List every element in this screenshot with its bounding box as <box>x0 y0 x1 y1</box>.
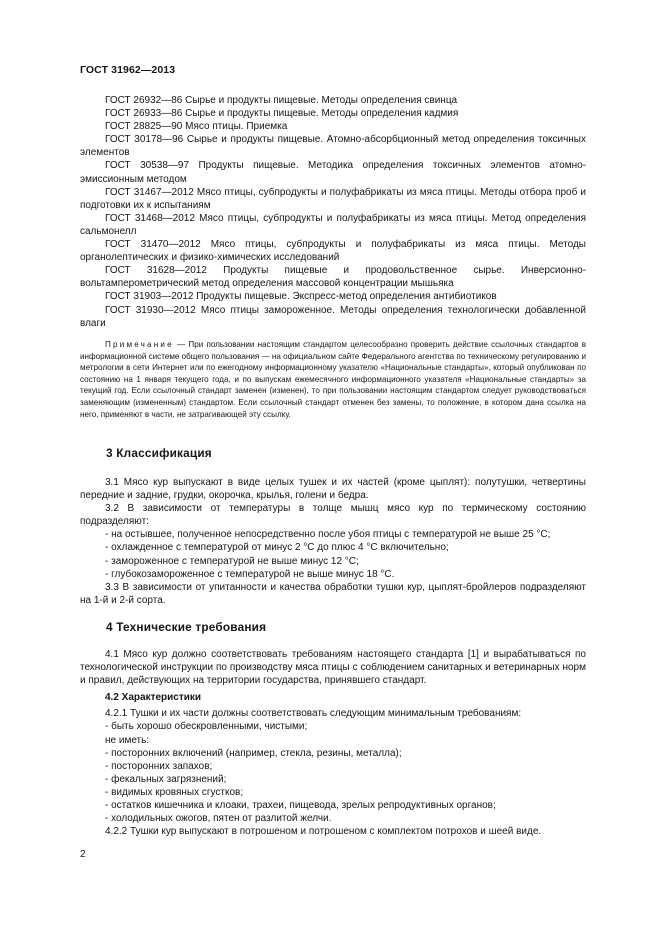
paragraph-3-3: 3.3 В зависимости от упитанности и качества обработки тушки кур, цыплят-бройлеров подразделяют на 1-й и 2-й сорта. <box>80 581 586 606</box>
page-number: 2 <box>80 849 86 860</box>
reference-item: ГОСТ 28825—90 Мясо птицы. Приемка <box>105 121 288 133</box>
section-3-body <box>80 476 586 607</box>
paragraph-3-1: 3.1 Мясо кур выпускают в виде целых тушек и их частей (кроме цыплят): полутушки, четвертины передние и задние, грудки, окорочка, крылья, голени и бедра. <box>80 477 586 502</box>
note-paragraph <box>80 339 586 420</box>
not-have-label: не иметь: <box>105 734 150 746</box>
list-item: - на остывшее, полученное непосредственно после убоя птицы с температурой не выше 25 °С; <box>105 529 551 541</box>
list-item: - быть хорошо обескровленными, чистыми; <box>105 721 308 733</box>
document-code-header: ГОСТ 31962—2013 <box>80 64 176 76</box>
reference-item: ГОСТ 26932—86 Сырье и продукты пищевые. Методы определения свинца <box>105 95 458 106</box>
reference-item: ГОСТ 31903—2012 Продукты пищевые. Экспресс-метод определения антибиотиков <box>105 291 497 303</box>
list-item: - замороженное с температурой не выше минус 12 °С; <box>105 555 359 567</box>
list-item: - посторонних включений (например, стекла, резины, металла); <box>105 747 402 759</box>
reference-item: ГОСТ 31468—2012 Мясо птицы, субпродукты и полуфабрикаты из мяса птицы. Метод определения сальмонелл <box>80 212 586 237</box>
reference-item: ГОСТ 31467—2012 Мясо птицы, субпродукты и полуфабрикаты из мяса птицы. Методы отбора проб и подготовки их к испытаниям <box>80 186 586 211</box>
paragraph-4-2-2: 4.2.2 Тушки кур выпускают в потрошеном и потрошеном с комплектом потрохов и шеей виде. <box>105 826 542 838</box>
list-item: - посторонних запахов; <box>105 760 213 772</box>
list-item: - видимых кровяных сгустков; <box>105 786 244 798</box>
reference-item: ГОСТ 31930—2012 Мясо птицы замороженное. Методы определения технологически добавленной влаги <box>80 304 586 329</box>
list-item: - глубокозамороженное с температурой не выше минус 18 °С. <box>105 568 395 580</box>
paragraph-4-2-1: 4.2.1 Тушки и их части должны соответствовать следующим минимальным требованиям: <box>105 708 522 720</box>
list-item: - охлажденное с температурой от минус 2 °С до плюс 4 °С включительно; <box>105 542 449 554</box>
subsection-4-2-heading: 4.2 Характеристики <box>105 692 202 704</box>
note-label: Примечание <box>105 340 174 349</box>
section-4-body <box>80 648 586 838</box>
references-note <box>80 339 586 420</box>
reference-item: ГОСТ 30538—97 Продукты пищевые. Методика определения токсичных элементов атомно-эмиссионным методом <box>80 160 586 185</box>
paragraph-3-2: 3.2 В зависимости от температуры в толще мышц мясо кур по термическому состоянию подразделяют: <box>80 503 586 528</box>
section-4-heading: 4 Технические требования <box>106 620 267 634</box>
reference-item: ГОСТ 31470—2012 Мясо птицы, субпродукты и полуфабрикаты из мяса птицы. Методы органолептических и физико-химических исследований <box>80 239 586 264</box>
list-item: - фекальных загрязнений; <box>105 773 227 785</box>
paragraph-4-1: 4.1 Мясо кур должно соответствовать требованиям настоящего стандарта [1] и вырабатываться по технологической инструкции по производству мяса птицы с соблюдением санитарных и ветеринарных норм и правил, действующих на территории государства, принявшего стандарт. <box>80 649 586 687</box>
normative-references-list <box>80 94 586 330</box>
list-item: - холодильных ожогов, пятен от разлитой желчи. <box>105 813 332 825</box>
reference-item: ГОСТ 30178—96 Сырье и продукты пищевые. Атомно-абсорбционный метод определения токсичных элементов <box>80 134 586 159</box>
reference-item: ГОСТ 26933—86 Сырье и продукты пищевые. Методы определения кадмия <box>105 108 459 120</box>
reference-item: ГОСТ 31628—2012 Продукты пищевые и продовольственное сырье. Инверсионно-вольтамперометрический метод определения массовой концентрации мышьяка <box>80 265 586 290</box>
section-3-heading: 3 Классификация <box>106 446 212 460</box>
note-text: — При пользовании настоящим стандартом целесообразно проверить действие ссылочных стандартов в информационной системе общего пользования — на официальном сайте Федерального агентства по техническому регулированию и метрологии в сети Интернет или по ежегодному информационному указателю «Национальные стандарты», который опубликован по состоянию на 1 января текущего года, и по выпускам ежемесячного информационного указателя «Национальные стандарты» за текущий год. Если ссылочный стандарт заменен (изменен), то при пользовании настоящим стандартом следует руководствоваться заменяющим (измененным) стандартом. Если ссылочный стандарт отменен без замены, то положение, в котором дана ссылка на него, применяют в части, не затрагивающей эту ссылку. <box>80 340 586 419</box>
list-item: - остатков кишечника и клоаки, трахеи, пищевода, зрелых репродуктивных органов; <box>105 800 496 812</box>
